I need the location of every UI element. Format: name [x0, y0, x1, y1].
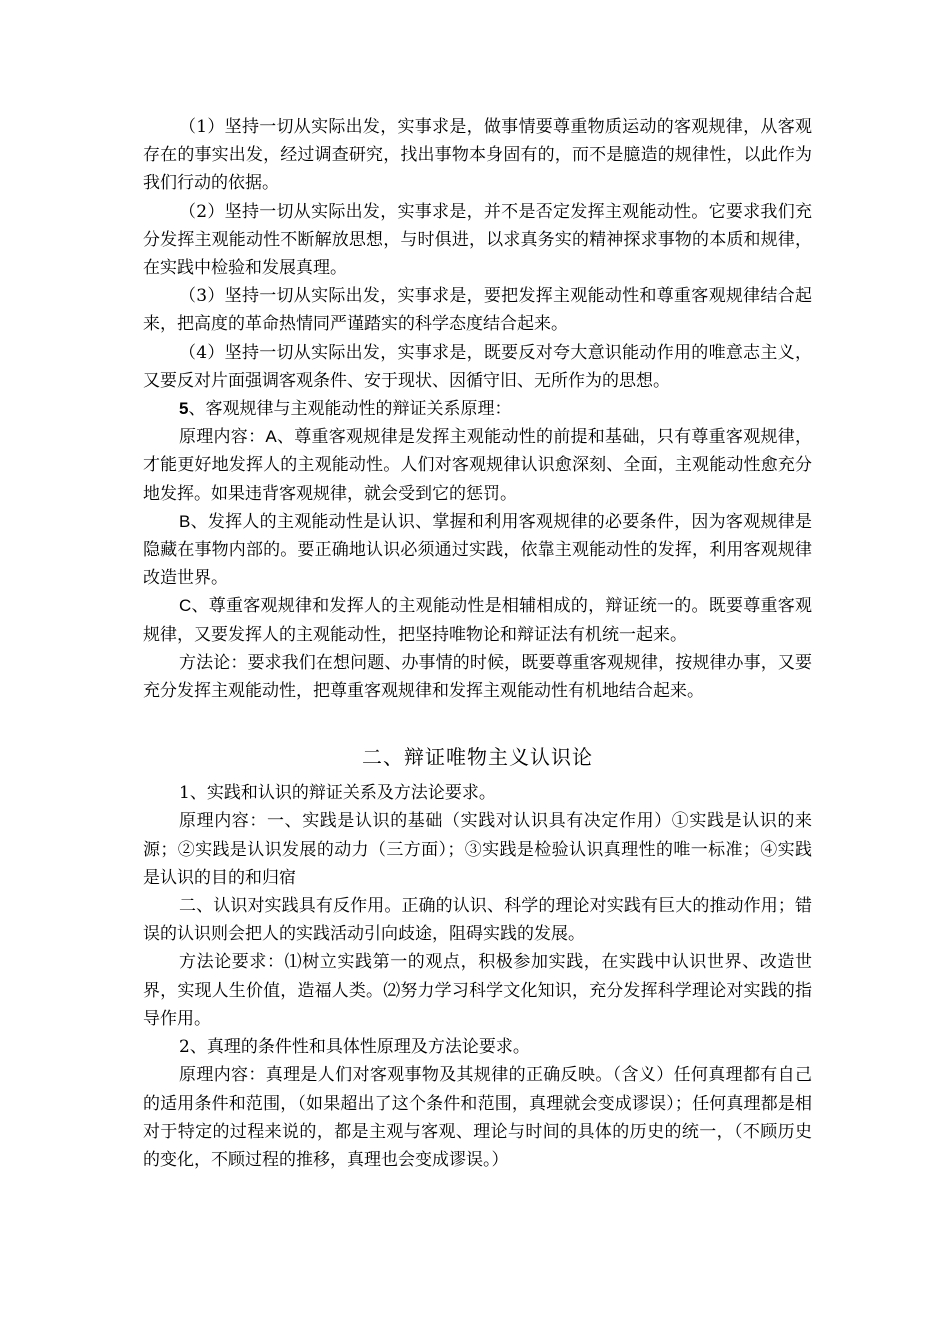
principle-c-letter: C: [179, 596, 192, 616]
paragraph-p2-5: 2、真理的条件性和具体性原理及方法论要求。: [179, 1037, 530, 1058]
principle-a: [143, 423, 812, 508]
methodology-1: 方法论：要求我们在想问题、办事情的时候，既要尊重客观规律，按规律办事，又要充分发挥主观能动性，把尊重客观规律和发挥主观能动性有机地结合起来。: [143, 652, 812, 702]
paragraph-p2-2: 原理内容：一、实践是认识的基础（实践对认识具有决定作用）①实践是认识的来源；②实践是认识发展的动力（三方面）；③实践是检验认识真理性的唯一标准；④实践是认识的目的和归宿: [143, 811, 812, 888]
paragraph-p2-6: 原理内容：真理是人们对客观事物及其规律的正确反映。（含义）任何真理都有自己的适用条件和范围，（如果超出了这个条件和范围，真理就会变成谬误）；任何真理都是相对于特定的过程来说的，都是主观与客观、理论与时间的具体的历史的统一，（不顾历史的变化，不顾过程的推移，真理也会变成谬误。）: [143, 1065, 812, 1170]
principle-b-letter: B: [179, 511, 191, 531]
item-5-number: 5: [179, 399, 189, 419]
paragraph-3: （3）坚持一切从实际出发，实事求是，要把发挥主观能动性和尊重客观规律结合起来，把高度的革命热情同严谨踏实的科学态度结合起来。: [143, 286, 812, 335]
principle-c-text: 、尊重客观规律和发挥人的主观能动性是相辅相成的，辩证统一的。既要尊重客观规律，又要发挥人的主观能动性，把坚持唯物论和辩证法有机统一起来。: [143, 596, 812, 645]
paragraph-p2-1: 1、实践和认识的辩证关系及方法论要求。: [179, 783, 496, 804]
paragraph-p2-3: 二、认识对实践具有反作用。正确的认识、科学的理论对实践有巨大的推动作用；错误的认识则会把人的实践活动引向歧途，阻碍实践的发展。: [143, 896, 812, 945]
principle-b-text: 、发挥人的主观能动性是认识、掌握和利用客观规律的必要条件，因为客观规律是隐藏在事物内部的。要正确地认识必须通过实践，依靠主观能动性的发挥，利用客观规律改造世界。: [143, 511, 812, 589]
item-5-text: 、客观规律与主观能动性的辩证关系原理：: [188, 399, 512, 420]
principle-a-text: 、尊重客观规律是发挥主观能动性的前提和基础，只有尊重客观规律，才能更好地发挥人的主观能动性。人们对客观规律认识愈深刻、全面，主观能动性愈充分地发挥。如果违背客观规律，就会受到它的惩罚。: [143, 427, 813, 504]
item-5-heading: [143, 395, 812, 423]
principle-c: [143, 592, 812, 648]
principle-b: [143, 508, 812, 593]
principle-a-letter: A: [265, 427, 277, 447]
paragraph-p2-4: 方法论要求：⑴树立实践第一的观点，积极参加实践，在实践中认识世界、改造世界，实现人生价值，造福人类。⑵努力学习科学文化知识，充分发挥科学理论对实践的指导作用。: [143, 952, 812, 1029]
paragraph-1: （1）坚持一切从实际出发，实事求是，做事情要尊重物质运动的客观规律，从客观存在的事实出发，经过调查研究，找出事物本身固有的，而不是臆造的规律性，以此作为我们行动的依据。: [143, 117, 812, 194]
paragraph-2: （2）坚持一切从实际出发，实事求是，并不是否定发挥主观能动性。它要求我们充分发挥主观能动性不断解放思想，与时俱进，以求真务实的精神探求事物的本质和规律，在实践中检验和发展真理。: [143, 201, 812, 279]
section-title: 二、辩证唯物主义认识论: [362, 745, 593, 770]
principle-a-prefix: 原理内容：: [179, 427, 266, 448]
paragraph-4: （4）坚持一切从实际出发，实事求是，既要反对夸大意识能动作用的唯意志主义，又要反对片面强调客观条件、安于现状、因循守旧、无所作为的思想。: [143, 342, 812, 391]
